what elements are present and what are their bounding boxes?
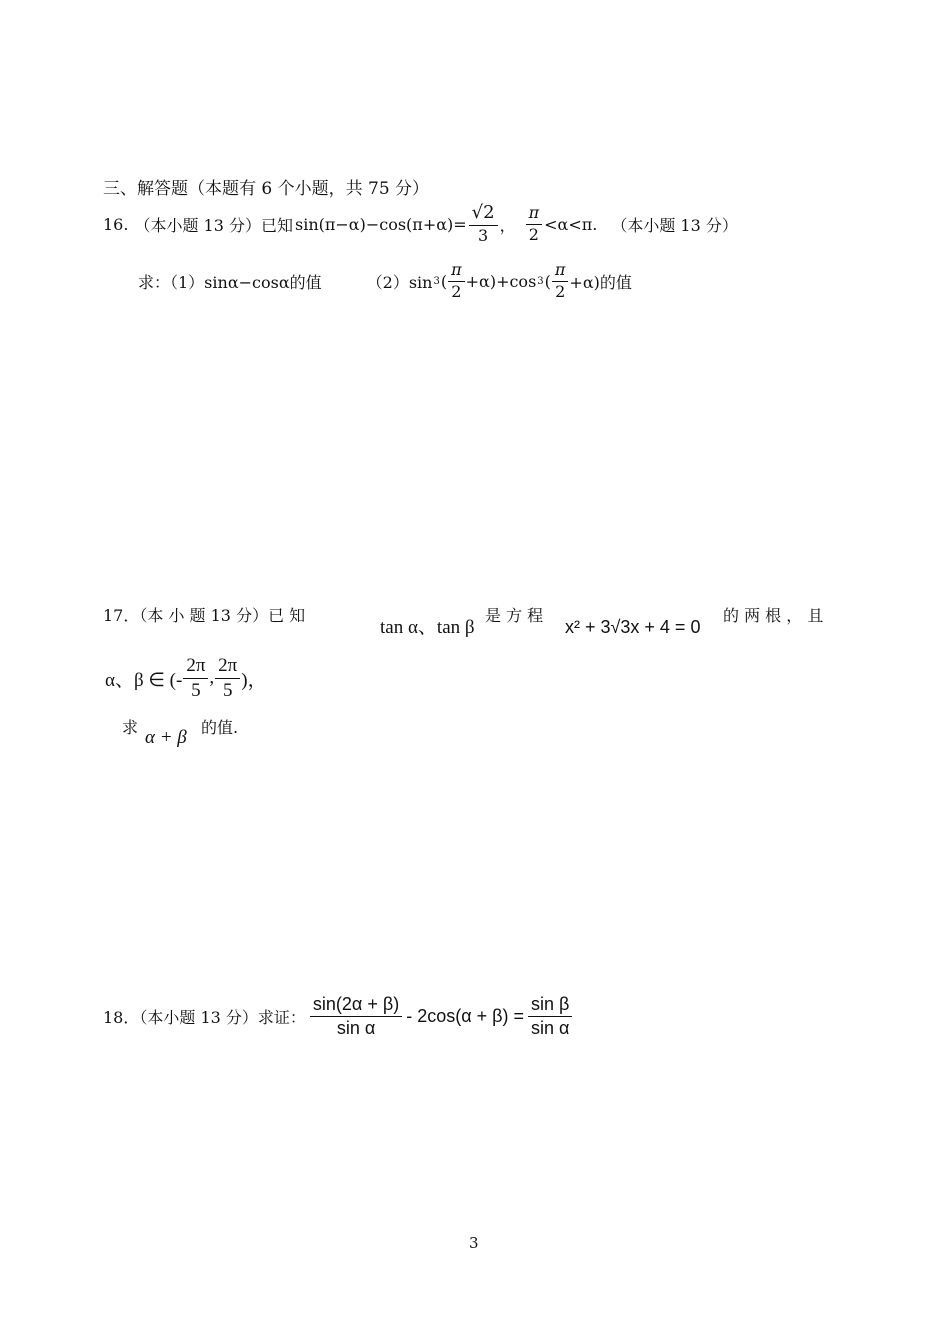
q16-pi-half-2 (448, 262, 465, 301)
q16-fraction (469, 204, 498, 245)
q16-two: 2 (528, 224, 539, 244)
q17-tan-expr: tan α、tan β (380, 617, 475, 638)
q16-cube-1: 3 (433, 275, 440, 287)
q18-num-left: sin(2α + β) (310, 995, 402, 1017)
q17-range (105, 656, 267, 701)
question-18 (103, 995, 572, 1038)
q16-pi-half-3 (552, 262, 569, 301)
q17-comma: , (209, 667, 215, 689)
q18-middle: - 2cos(α + β) = (406, 1005, 524, 1026)
question-16-statement (103, 204, 738, 245)
q17-value: 的值. (201, 718, 239, 737)
page-number: 3 (469, 1234, 479, 1252)
q16-ask: 求：（1）sinα−cosα的值 (138, 272, 322, 292)
q16-open-2: ( (544, 271, 551, 291)
q18-den-right: sin α (531, 1017, 570, 1038)
q16-part2-label: （2）sin (366, 272, 433, 292)
q18-label: 18．（本小题 13 分）求证： (103, 1007, 306, 1027)
q17-two-pi-2: 2π (215, 656, 240, 679)
q17-range-end: )， (241, 669, 267, 691)
q18-fraction-left (310, 995, 402, 1038)
q16-plus-alpha: +α)+cos (465, 271, 537, 291)
q16-comma: ， (499, 215, 516, 235)
q16-pi-3: π (552, 262, 569, 282)
q18-den-left: sin α (336, 1017, 376, 1038)
q17-label: 17．（本 小 题 13 分）已 知 (103, 606, 306, 625)
q16-plus-alpha-end: +α)的值 (569, 272, 632, 292)
q17-ask: 求 (122, 718, 139, 737)
q17-equation: x² + 3√3x + 4 = 0 (565, 617, 701, 637)
q17-two-roots: 的 两 根 ， 且 (723, 606, 824, 625)
q17-pos-frac (215, 656, 240, 701)
q16-two-2: 2 (451, 281, 462, 301)
q16-condition: <α<π. (544, 214, 598, 234)
q16-pi: π (526, 205, 543, 225)
question-16-ask (138, 262, 632, 301)
q16-two-3: 2 (555, 281, 566, 301)
q16-pi-half (526, 205, 543, 244)
q17-five-2: 5 (222, 679, 233, 701)
section-heading: 三、解答题（本题有 6 个小题，共 75 分） (103, 179, 430, 199)
q16-pi-2: π (448, 262, 465, 282)
q17-target: α + β (145, 727, 187, 748)
q17-five-1: 5 (191, 679, 201, 701)
q16-lhs: sin(π−α)−cos(π+α)= (295, 214, 467, 234)
q16-intro: （本小题 13 分）已知 (134, 215, 293, 235)
q16-open-1: ( (440, 271, 448, 291)
q16-fraction-num: √2 (469, 204, 498, 226)
q16-label: 16. (103, 214, 129, 234)
q16-cube-2: 3 (537, 275, 544, 287)
q16-points: （本小题 13 分） (611, 215, 738, 235)
q17-range-lhs: α、β ∈ (- (105, 669, 183, 691)
q18-fraction-right (528, 995, 572, 1038)
q17-two-pi-1: 2π (183, 656, 208, 679)
q17-is-equation: 是 方 程 (485, 606, 544, 625)
q17-neg-frac (183, 656, 208, 701)
q16-fraction-den: 3 (478, 225, 489, 245)
q18-num-right: sin β (528, 995, 572, 1017)
